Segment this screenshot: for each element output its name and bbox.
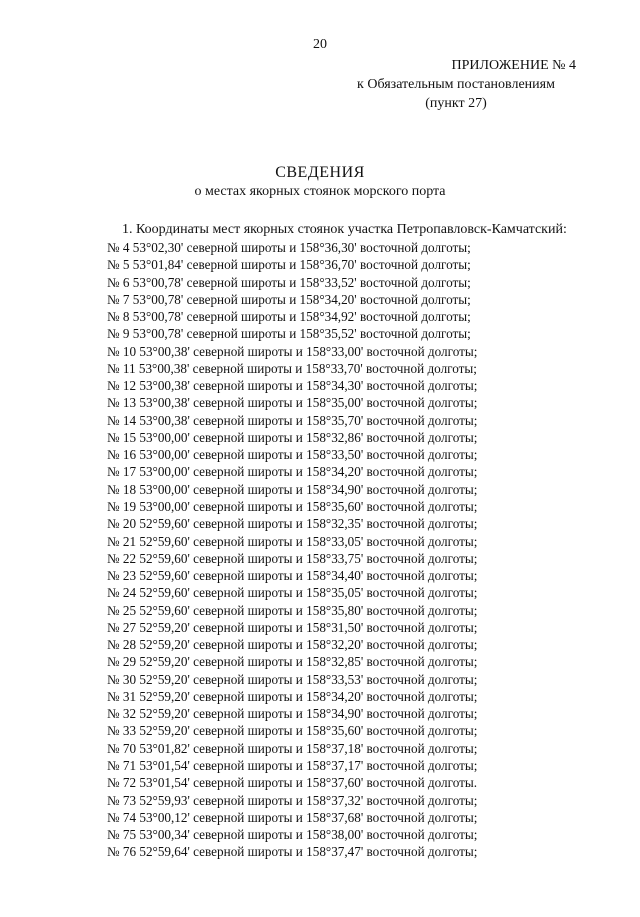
coordinate-line: № 32 52°59,20' северной широты и 158°34,90' восточной долготы; [107,706,478,722]
coordinate-line: № 23 52°59,60' северной широты и 158°34,40' восточной долготы; [107,568,478,584]
coordinate-line: № 12 53°00,38' северной широты и 158°34,30' восточной долготы; [107,378,478,394]
appendix-title: ПРИЛОЖЕНИЕ № 4 [451,58,576,73]
coordinate-line: № 33 52°59,20' северной широты и 158°35,60' восточной долготы; [107,723,478,739]
coordinate-line: № 6 53°00,78' северной широты и 158°33,52' восточной долготы; [107,274,471,290]
coordinate-line: № 9 53°00,78' северной широты и 158°35,52' восточной долготы; [107,326,471,342]
appendix-clause: (пункт 27) [425,96,487,111]
coordinate-line: № 16 53°00,00' северной широты и 158°33,50' восточной долготы; [107,447,478,463]
document-title: СВЕДЕНИЯ [275,164,365,181]
coordinate-line: № 21 52°59,60' северной широты и 158°33,05' восточной долготы; [107,533,478,549]
coordinates-list [107,239,477,861]
coordinate-line: № 4 53°02,30' северной широты и 158°36,30' восточной долготы; [107,240,471,255]
coordinate-line: № 7 53°00,78' северной широты и 158°34,20' восточной долготы; [107,291,471,307]
page-number: 20 [313,37,327,52]
coordinate-line: № 8 53°00,78' северной широты и 158°34,92' восточной долготы; [107,309,471,325]
coordinate-line: № 20 52°59,60' северной широты и 158°32,35' восточной долготы; [107,516,478,532]
coordinate-line: № 15 53°00,00' северной широты и 158°32,86' восточной долготы; [107,429,478,445]
coordinate-line: № 19 53°00,00' северной широты и 158°35,60' восточной долготы; [107,498,478,514]
coordinate-line: № 73 52°59,93' северной широты и 158°37,32' восточной долготы; [107,792,478,808]
coordinate-line: № 14 53°00,38' северной широты и 158°35,70' восточной долготы; [107,412,478,428]
coordinate-line: № 72 53°01,54' северной широты и 158°37,60' восточной долготы. [107,775,478,791]
coordinate-line: № 17 53°00,00' северной широты и 158°34,20' восточной долготы; [107,464,478,480]
coordinate-line: № 18 53°00,00' северной широты и 158°34,90' восточной долготы; [107,481,478,497]
coordinate-line: № 71 53°01,54' северной широты и 158°37,17' восточной долготы; [107,757,478,773]
coordinate-line: № 10 53°00,38' северной широты и 158°33,00' восточной долготы; [107,343,478,359]
coordinate-line: № 31 52°59,20' северной широты и 158°34,20' восточной долготы; [107,688,478,704]
coordinate-line: № 11 53°00,38' северной широты и 158°33,70' восточной долготы; [107,360,477,376]
coordinate-line: № 28 52°59,20' северной широты и 158°32,20' восточной долготы; [107,637,478,653]
section-intro: 1. Координаты мест якорных стоянок участка Петропавловск-Камчатский: [122,222,567,237]
appendix-header [336,56,576,113]
coordinate-line: № 27 52°59,20' северной широты и 158°31,50' восточной долготы; [107,619,478,635]
coordinate-line: № 24 52°59,60' северной широты и 158°35,05' восточной долготы; [107,585,478,601]
appendix-reference: к Обязательным постановлениям [357,77,555,92]
coordinate-line: № 5 53°01,84' северной широты и 158°36,70' восточной долготы; [107,257,471,273]
document-subtitle: о местах якорных стоянок морского порта [194,184,446,199]
coordinate-line: № 75 53°00,34' северной широты и 158°38,00' восточной долготы; [107,827,478,843]
coordinate-line: № 74 53°00,12' северной широты и 158°37,68' восточной долготы; [107,809,478,825]
coordinate-line: № 70 53°01,82' северной широты и 158°37,18' восточной долготы; [107,740,478,756]
coordinate-line: № 29 52°59,20' северной широты и 158°32,85' восточной долготы; [107,654,478,670]
coordinate-line: № 76 52°59,64' северной широты и 158°37,47' восточной долготы; [107,844,478,860]
coordinate-line: № 25 52°59,60' северной широты и 158°35,80' восточной долготы; [107,602,478,618]
coordinate-line: № 13 53°00,38' северной широты и 158°35,00' восточной долготы; [107,395,478,411]
coordinate-line: № 22 52°59,60' северной широты и 158°33,75' восточной долготы; [107,550,478,566]
coordinate-line: № 30 52°59,20' северной широты и 158°33,53' восточной долготы; [107,671,478,687]
